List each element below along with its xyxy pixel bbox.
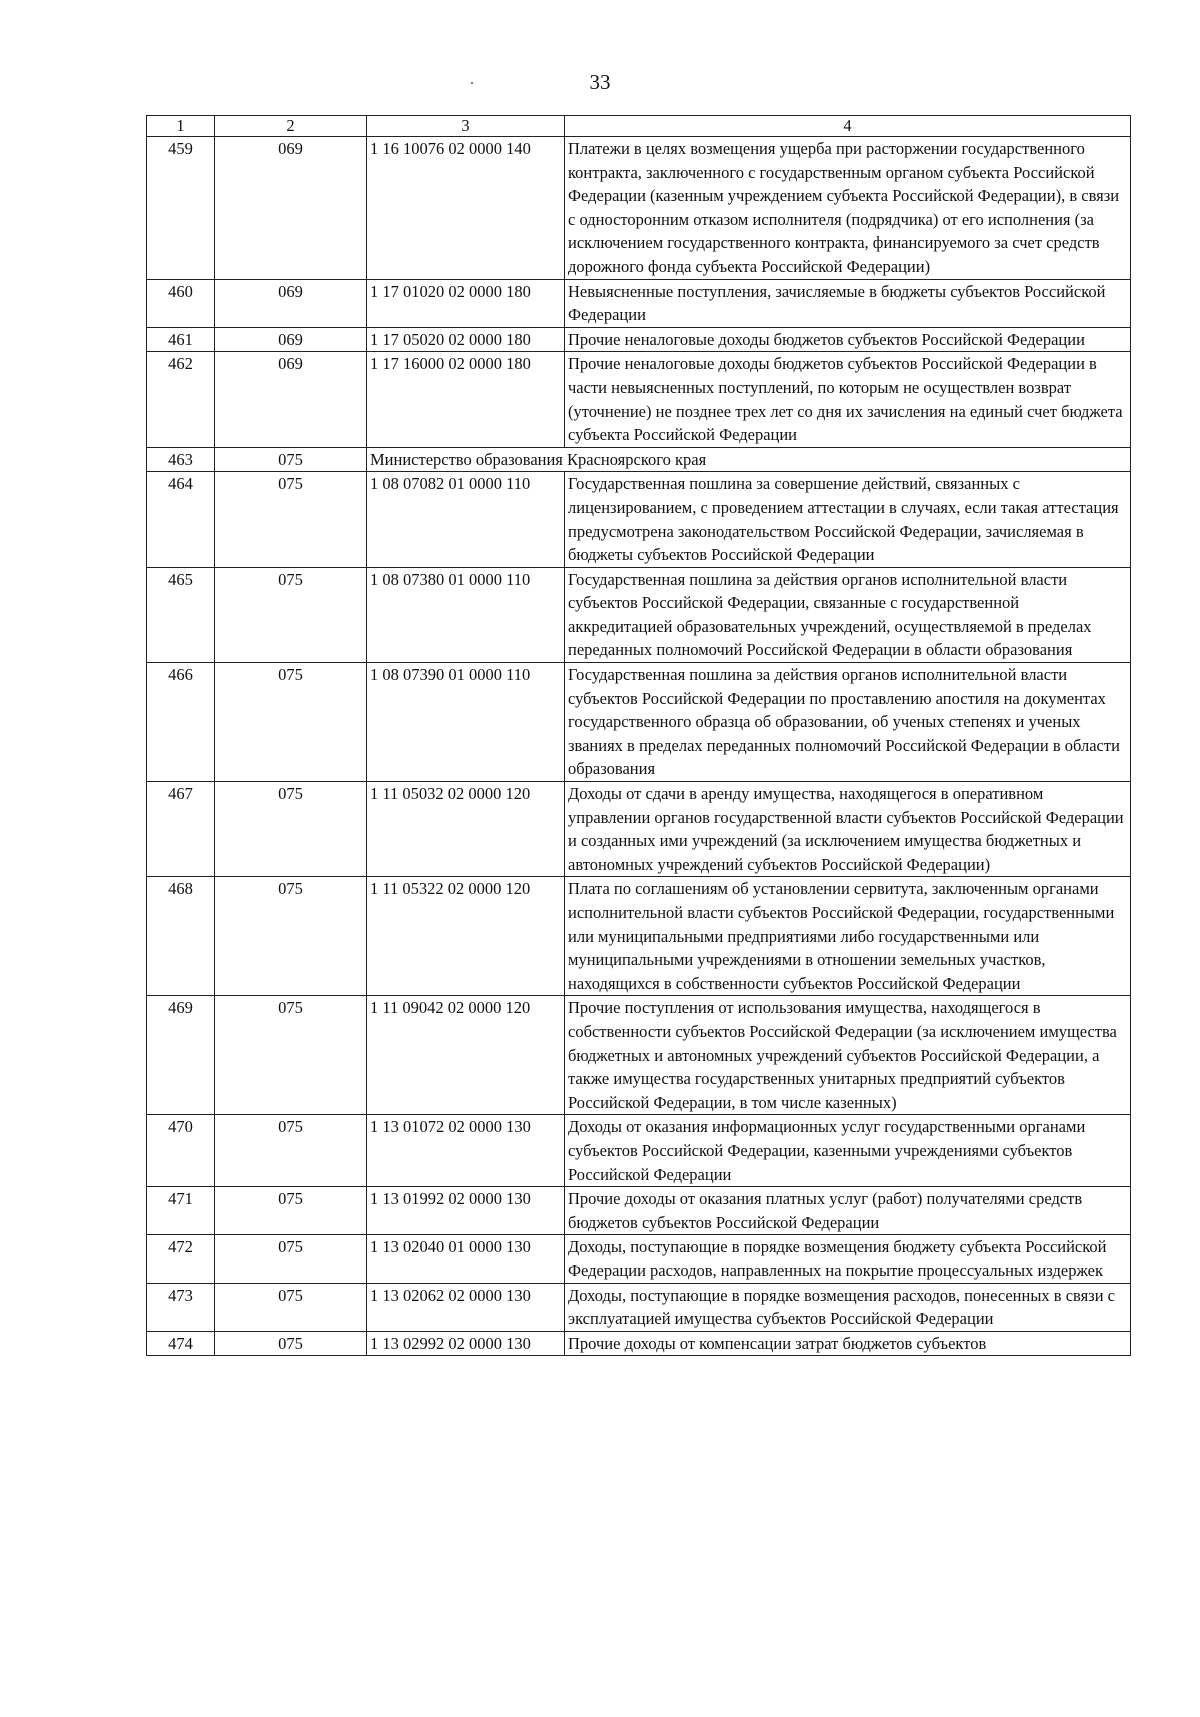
budget-classification-code: 1 17 05020 02 0000 180 [367, 327, 565, 352]
admin-code: 075 [215, 1331, 367, 1356]
admin-code: 069 [215, 137, 367, 280]
row-number: 462 [147, 352, 215, 447]
revenue-description: Доходы, поступающие в порядке возмещения бюджету субъекта Российской Федерации расходов, направленных на покрытие процессуальных издержек [565, 1235, 1131, 1283]
row-number: 460 [147, 279, 215, 327]
admin-code: 075 [215, 782, 367, 877]
budget-classification-code: 1 11 09042 02 0000 120 [367, 996, 565, 1115]
admin-code: 075 [215, 1187, 367, 1235]
table-row [147, 1331, 1131, 1356]
budget-classification-code: 1 11 05322 02 0000 120 [367, 877, 565, 996]
table-row [147, 877, 1131, 996]
revenue-codes-table [146, 115, 1131, 1356]
revenue-description: Доходы от оказания информационных услуг государственными органами субъектов Российской Федерации, казенными учреждениями субъектов Российской Федерации [565, 1115, 1131, 1187]
budget-classification-code: 1 08 07082 01 0000 110 [367, 472, 565, 567]
table-header-row [147, 116, 1131, 137]
admin-code: 075 [215, 996, 367, 1115]
revenue-description: Прочие доходы от оказания платных услуг (работ) получателями средств бюджетов субъектов Российской Федерации [565, 1187, 1131, 1235]
row-number: 464 [147, 472, 215, 567]
revenue-description: Прочие неналоговые доходы бюджетов субъектов Российской Федерации в части невыясненных поступлений, по которым не осуществлен возврат (уточнение) не позднее трех лет со дня их зачисления на единый счет бюджета субъекта Российской Федерации [565, 352, 1131, 447]
row-number: 471 [147, 1187, 215, 1235]
budget-classification-code: 1 11 05032 02 0000 120 [367, 782, 565, 877]
scan-speck [471, 82, 473, 84]
ministry-name: Министерство образования Красноярского края [367, 447, 1131, 472]
column-header: 3 [367, 116, 565, 137]
budget-classification-code: 1 17 16000 02 0000 180 [367, 352, 565, 447]
table-row [147, 663, 1131, 782]
table-row [147, 996, 1131, 1115]
row-number: 469 [147, 996, 215, 1115]
table-row [147, 137, 1131, 280]
revenue-description: Доходы от сдачи в аренду имущества, находящегося в оперативном управлении органов государственной власти субъектов Российской Федерации и созданных ими учреждений (за исключением имущества бюджетных и автономных учреждений субъектов Российской Федерации) [565, 782, 1131, 877]
table-body [147, 137, 1131, 1356]
row-number: 473 [147, 1283, 215, 1331]
table-row [147, 567, 1131, 662]
admin-code: 075 [215, 663, 367, 782]
budget-classification-code: 1 13 02992 02 0000 130 [367, 1331, 565, 1356]
budget-classification-code: 1 08 07380 01 0000 110 [367, 567, 565, 662]
page-number: 33 [589, 70, 611, 94]
row-number: 465 [147, 567, 215, 662]
admin-code: 069 [215, 327, 367, 352]
row-number: 468 [147, 877, 215, 996]
budget-classification-code: 1 13 02062 02 0000 130 [367, 1283, 565, 1331]
admin-code: 069 [215, 279, 367, 327]
revenue-description: Доходы, поступающие в порядке возмещения расходов, понесенных в связи с эксплуатацией имущества субъектов Российской Федерации [565, 1283, 1131, 1331]
table-row [147, 1187, 1131, 1235]
column-header: 2 [215, 116, 367, 137]
budget-classification-code: 1 13 01072 02 0000 130 [367, 1115, 565, 1187]
revenue-description: Платежи в целях возмещения ущерба при расторжении государственного контракта, заключенного с государственным органом субъекта Российской Федерации (казенным учреждением субъекта Российской Федерации), в связи с односторонним отказом исполнителя (подрядчика) от его исполнения (за исключением государственного контракта, финансируемого за счет средств дорожного фонда субъекта Российской Федерации) [565, 137, 1131, 280]
table-row [147, 327, 1131, 352]
table-row [147, 1115, 1131, 1187]
row-number: 470 [147, 1115, 215, 1187]
revenue-description: Государственная пошлина за совершение действий, связанных с лицензированием, с проведением аттестации в случаях, если такая аттестация предусмотрена законодательством Российской Федерации, зачисляемая в бюджеты субъектов Российской Федерации [565, 472, 1131, 567]
table-row [147, 782, 1131, 877]
row-number: 467 [147, 782, 215, 877]
budget-classification-code: 1 13 01992 02 0000 130 [367, 1187, 565, 1235]
budget-classification-code: 1 08 07390 01 0000 110 [367, 663, 565, 782]
admin-code: 075 [215, 877, 367, 996]
table-row [147, 279, 1131, 327]
budget-classification-code: 1 13 02040 01 0000 130 [367, 1235, 565, 1283]
revenue-description: Прочие доходы от компенсации затрат бюджетов субъектов [565, 1331, 1131, 1356]
column-header: 1 [147, 116, 215, 137]
row-number: 463 [147, 447, 215, 472]
row-number: 472 [147, 1235, 215, 1283]
row-number: 474 [147, 1331, 215, 1356]
table-row [147, 1235, 1131, 1283]
table-row [147, 1283, 1131, 1331]
row-number: 459 [147, 137, 215, 280]
admin-code: 075 [215, 472, 367, 567]
admin-code: 075 [215, 447, 367, 472]
revenue-description: Государственная пошлина за действия органов исполнительной власти субъектов Российской Федерации по проставлению апостиля на документах государственного образца об образовании, об ученых степенях и ученых званиях в пределах переданных полномочий Российской Федерации в области образования [565, 663, 1131, 782]
row-number: 466 [147, 663, 215, 782]
revenue-description: Плата по соглашениям об установлении сервитута, заключенным органами исполнительной власти субъектов Российской Федерации, государственными или муниципальными предприятиями либо государственными или муниципальными учреждениями в отношении земельных участков, находящихся в собственности субъектов Российской Федерации [565, 877, 1131, 996]
admin-code: 075 [215, 567, 367, 662]
admin-code: 075 [215, 1235, 367, 1283]
row-number: 461 [147, 327, 215, 352]
admin-code: 069 [215, 352, 367, 447]
column-header: 4 [565, 116, 1131, 137]
table-row [147, 472, 1131, 567]
revenue-description: Государственная пошлина за действия органов исполнительной власти субъектов Российской Федерации, связанные с государственной аккредитацией образовательных учреждений, осуществляемой в пределах переданных полномочий Российской Федерации в области образования [565, 567, 1131, 662]
revenue-description: Невыясненные поступления, зачисляемые в бюджеты субъектов Российской Федерации [565, 279, 1131, 327]
table-row [147, 352, 1131, 447]
table-row [147, 447, 1131, 472]
admin-code: 075 [215, 1115, 367, 1187]
budget-classification-code: 1 16 10076 02 0000 140 [367, 137, 565, 280]
revenue-description: Прочие неналоговые доходы бюджетов субъектов Российской Федерации [565, 327, 1131, 352]
revenue-description: Прочие поступления от использования имущества, находящегося в собственности субъектов Российской Федерации (за исключением имущества бюджетных и автономных учреждений субъектов Российской Федерации, а также имущества государственных унитарных предприятий субъектов Российской Федерации, в том числе казенных) [565, 996, 1131, 1115]
budget-classification-code: 1 17 01020 02 0000 180 [367, 279, 565, 327]
admin-code: 075 [215, 1283, 367, 1331]
